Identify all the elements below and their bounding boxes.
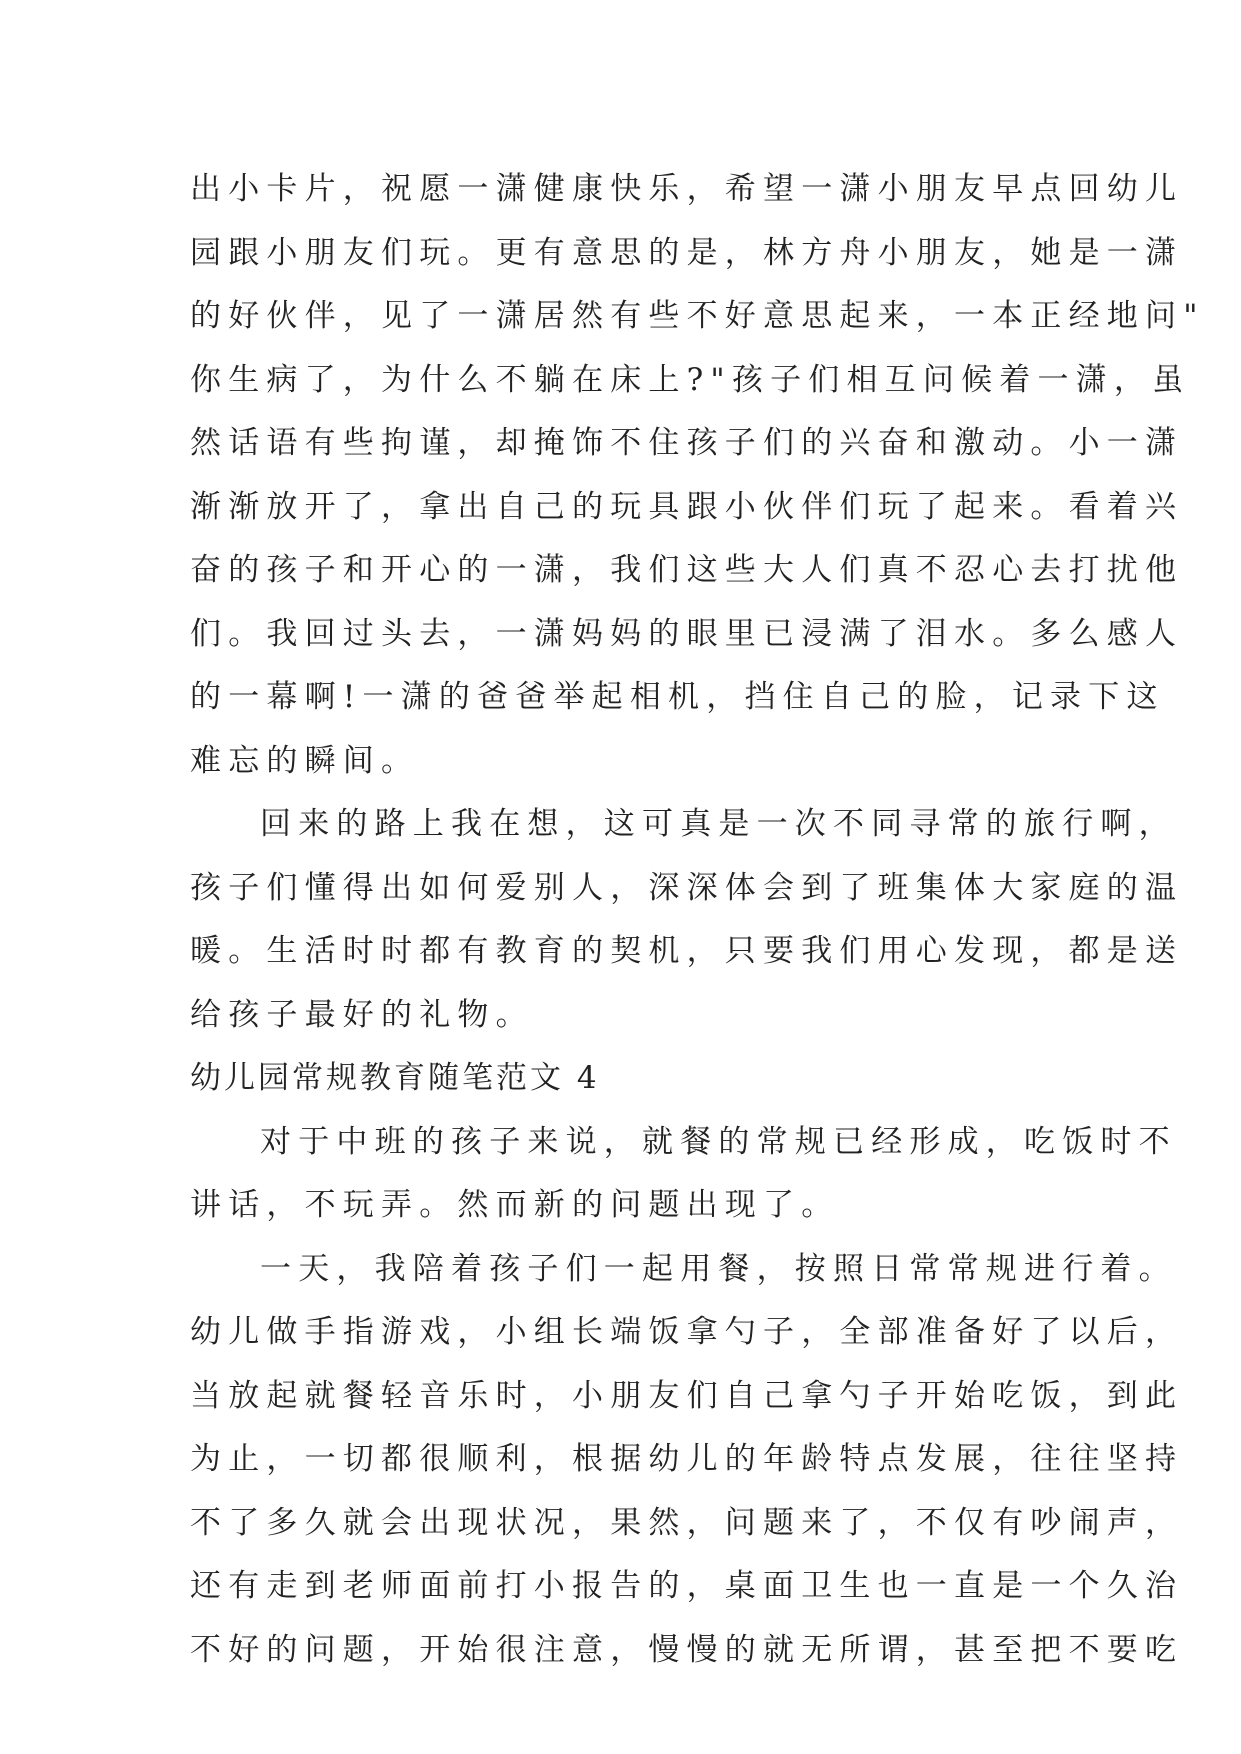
text-line: 们。我回过头去，一潇妈妈的眼里已浸满了泪水。多么感人 — [190, 615, 1184, 652]
text-line: 幼儿做手指游戏，小组长端饭拿勺子，全部准备好了以后， — [190, 1314, 1184, 1350]
text-line: 回来的路上我在想，这可真是一次不同寻常的旅行啊， — [260, 806, 1177, 842]
text-line: 孩子们懂得出如何爱别人，深深体会到了班集体大家庭的温 — [190, 869, 1184, 906]
text-line: 还有走到老师面前打小报告的，桌面卫生也一直是一个久治 — [190, 1568, 1184, 1604]
text-line: 的好伙伴，见了一潇居然有些不好意思起来，一本正经地问" — [190, 298, 1205, 334]
body-text — [190, 158, 1205, 1682]
text-line: 难忘的瞬间。 — [190, 742, 420, 779]
text-line: 奋的孩子和开心的一潇，我们这些大人们真不忍心去打扰他 — [190, 552, 1184, 588]
text-line: 对于中班的孩子来说，就餐的常规已经形成，吃饭时不 — [260, 1123, 1177, 1160]
text-line: 不了多久就会出现状况，果然，问题来了，不仅有吵闹声， — [190, 1504, 1184, 1541]
text-line: 暖。生活时时都有教育的契机，只要我们用心发现，都是送 — [190, 933, 1184, 969]
text-line: 的一幕啊!一潇的爸爸举起相机，挡住自己的脸，记录下这 — [190, 679, 1165, 715]
text-line: 出小卡片，祝愿一潇健康快乐，希望一潇小朋友早点回幼儿 — [190, 171, 1184, 207]
text-line: 渐渐放开了，拿出自己的玩具跟小伙伴们玩了起来。看着兴 — [190, 488, 1184, 525]
text-line: 园跟小朋友们玩。更有意思的是，林方舟小朋友，她是一潇 — [190, 234, 1184, 271]
text-line: 一天，我陪着孩子们一起用餐，按照日常常规进行着。 — [260, 1250, 1177, 1287]
text-line: 然话语有些拘谨，却掩饰不住孩子们的兴奋和激动。小一潇 — [190, 425, 1184, 461]
text-line: 当放起就餐轻音乐时，小朋友们自己拿勺子开始吃饭，到此 — [190, 1377, 1184, 1414]
text-line: 为止，一切都很顺利，根据幼儿的年龄特点发展，往往坚持 — [190, 1441, 1184, 1477]
text-line: 不好的问题，开始很注意，慢慢的就无所谓，甚至把不要吃 — [190, 1631, 1184, 1668]
text-line: 你生病了，为什么不躺在床上?"孩子们相互问候着一潇，虽 — [190, 361, 1191, 398]
text-line: 讲话，不玩弄。然而新的问题出现了。 — [190, 1187, 840, 1223]
text-line: 给孩子最好的礼物。 — [190, 996, 534, 1033]
section-heading: 幼儿园常规教育随笔范文 4 — [190, 1060, 600, 1096]
